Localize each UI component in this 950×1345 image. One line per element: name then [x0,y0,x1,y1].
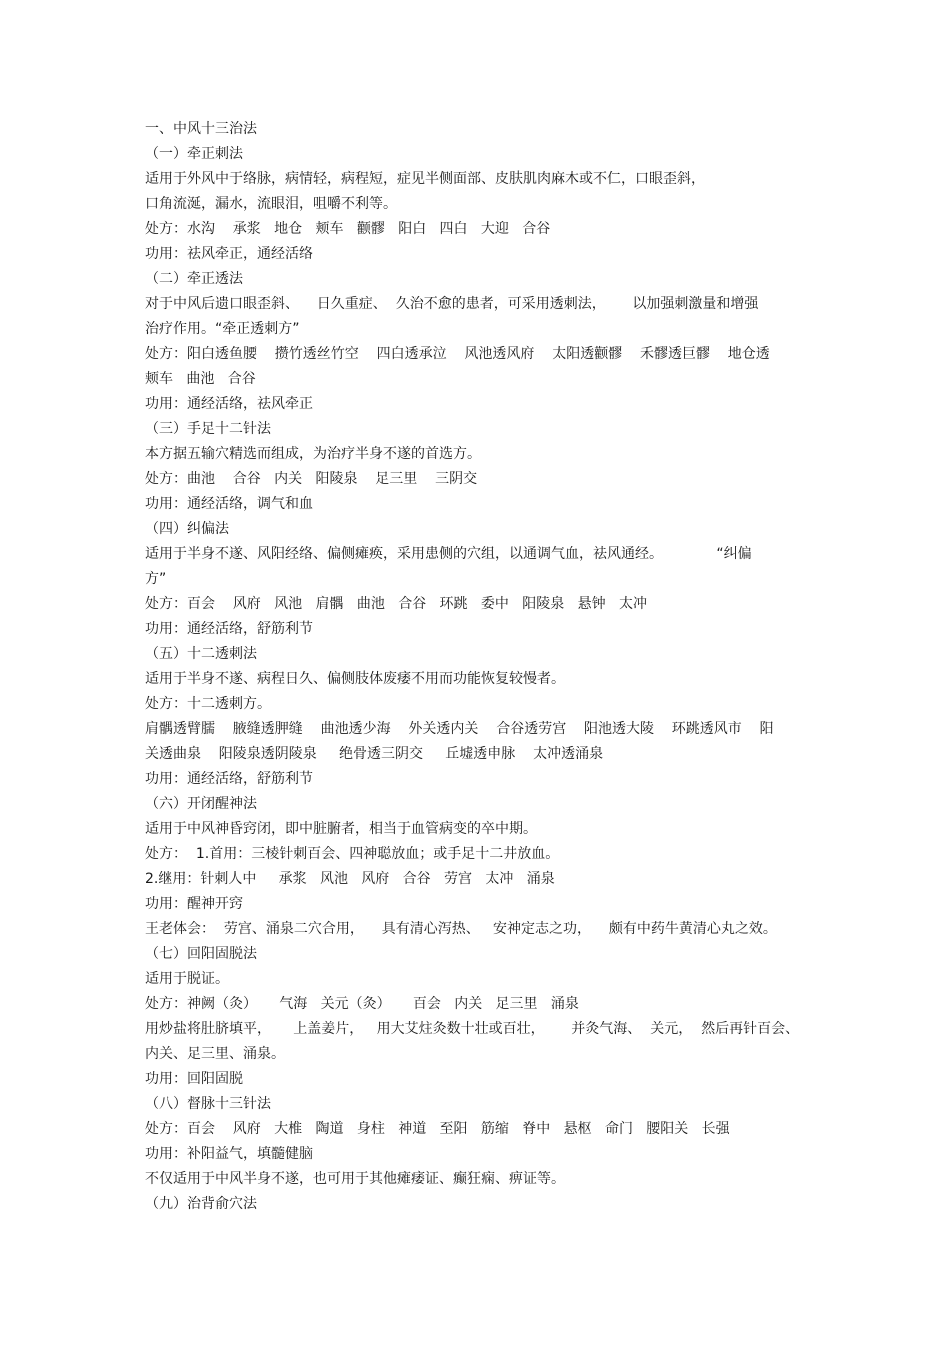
subsection-heading: （八）督脉十三针法 [145,1096,271,1112]
prescription-line: 处方：阳白透鱼腰 攒竹透丝竹空 四白透承泣 风池透风府 太阳透颧髎 禾髎透巨髎 地仓透 [145,346,770,362]
prescription-line: 处方：神阙（灸） 气海 关元（灸） 百会 内关 足三里 涌泉 [145,996,579,1012]
function-line: 功用：通经活络，调气和血 [145,496,313,512]
paragraph-line: 不仅适用于中风半身不遂，也可用于其他瘫痿证、癫狂痫、痹证等。 [145,1171,565,1187]
paragraph-line: 用炒盐将肚脐填平， 上盖姜片， 用大艾炷灸数十壮或百壮， 并灸气海、 关元， 然后再针百会、 [145,1021,800,1037]
paragraph-line: 本方据五输穴精选而组成，为治疗半身不遂的首选方。 [145,446,481,462]
prescription-line: 处方：百会 风府 风池 肩髃 曲池 合谷 环跳 委中 阳陵泉 悬钟 太冲 [145,596,647,612]
subsection-heading: （六）开闭醒神法 [145,796,257,812]
subsection-heading: （九）治背俞穴法 [145,1196,257,1212]
paragraph-line: 对于中风后遗口眼歪斜、 日久重症、 久治不愈的患者，可采用透刺法， 以加强刺激量和增强 [145,296,759,312]
document-body [145,117,810,1217]
paragraph-line: 适用于外风中于络脉，病情轻，病程短，症见半侧面部、皮肤肌肉麻木或不仁，口眼歪斜， [145,171,705,187]
subsection-heading: （二）牵正透法 [145,271,243,287]
paragraph-line: 内关、足三里、涌泉。 [145,1046,285,1062]
function-line: 功用：祛风牵正，通经活络 [145,246,313,262]
prescription-line: 2.继用：针刺人中 承浆 风池 风府 合谷 劳宫 太冲 涌泉 [145,871,555,887]
subsection-heading: （七）回阳固脱法 [145,946,257,962]
prescription-line: 处方：十二透刺方。 [145,696,271,712]
subsection-heading: （三）手足十二针法 [145,421,271,437]
prescription-line: 处方：水沟 承浆 地仓 颊车 颧髎 阳白 四白 大迎 合谷 [145,221,551,237]
prescription-line: 关透曲泉 阳陵泉透阴陵泉 绝骨透三阴交 丘墟透申脉 太冲透涌泉 [145,746,604,762]
paragraph-line: 适用于中风神昏窍闭，即中脏腑者，相当于血管病变的卒中期。 [145,821,537,837]
prescription-line: 处方： 1.首用：三棱针刺百会、四神聪放血；或手足十二井放血。 [145,846,560,862]
paragraph-line: 方” [145,571,167,587]
subsection-heading: （五）十二透刺法 [145,646,257,662]
prescription-line: 颊车 曲池 合谷 [145,371,256,387]
section-title: 一、中风十三治法 [145,121,257,137]
paragraph-line: 治疗作用。“牵正透刺方” [145,321,300,337]
prescription-line: 肩髃透臂臑 腋缝透胛缝 曲池透少海 外关透内关 合谷透劳宫 阳池透大陵 环跳透风市 阳 [145,721,774,737]
prescription-line: 处方：百会 风府 大椎 陶道 身柱 神道 至阳 筋缩 脊中 悬枢 命门 腰阳关 长强 [145,1121,730,1137]
prescription-line: 处方：曲池 合谷 内关 阳陵泉 足三里 三阴交 [145,471,478,487]
function-line: 功用：补阳益气，填髓健脑 [145,1146,313,1162]
function-line: 功用：通经活络，舒筋利节 [145,621,313,637]
paragraph-line: 适用于半身不遂、病程日久、偏侧肢体废痿不用而功能恢复较慢者。 [145,671,565,687]
paragraph-line: 口角流涎，漏水，流眼泪，咀嚼不利等。 [145,196,397,212]
function-line: 功用：通经活络，舒筋利节 [145,771,313,787]
paragraph-line: 适用于半身不遂、风阳经络、偏侧瘫痪，采用患侧的穴组，以通调气血，祛风通经。 “纠偏 [145,546,752,562]
paragraph-line: 适用于脱证。 [145,971,229,987]
paragraph-line: 王老体会： 劳宫、涌泉二穴合用， 具有清心泻热、 安神定志之功， 颇有中药牛黄清心丸之效。 [145,921,777,937]
subsection-heading: （四）纠偏法 [145,521,229,537]
function-line: 功用：通经活络，祛风牵正 [145,396,313,412]
function-line: 功用：醒神开窍 [145,896,243,912]
subsection-heading: （一）牵正刺法 [145,146,243,162]
function-line: 功用：回阳固脱 [145,1071,243,1087]
